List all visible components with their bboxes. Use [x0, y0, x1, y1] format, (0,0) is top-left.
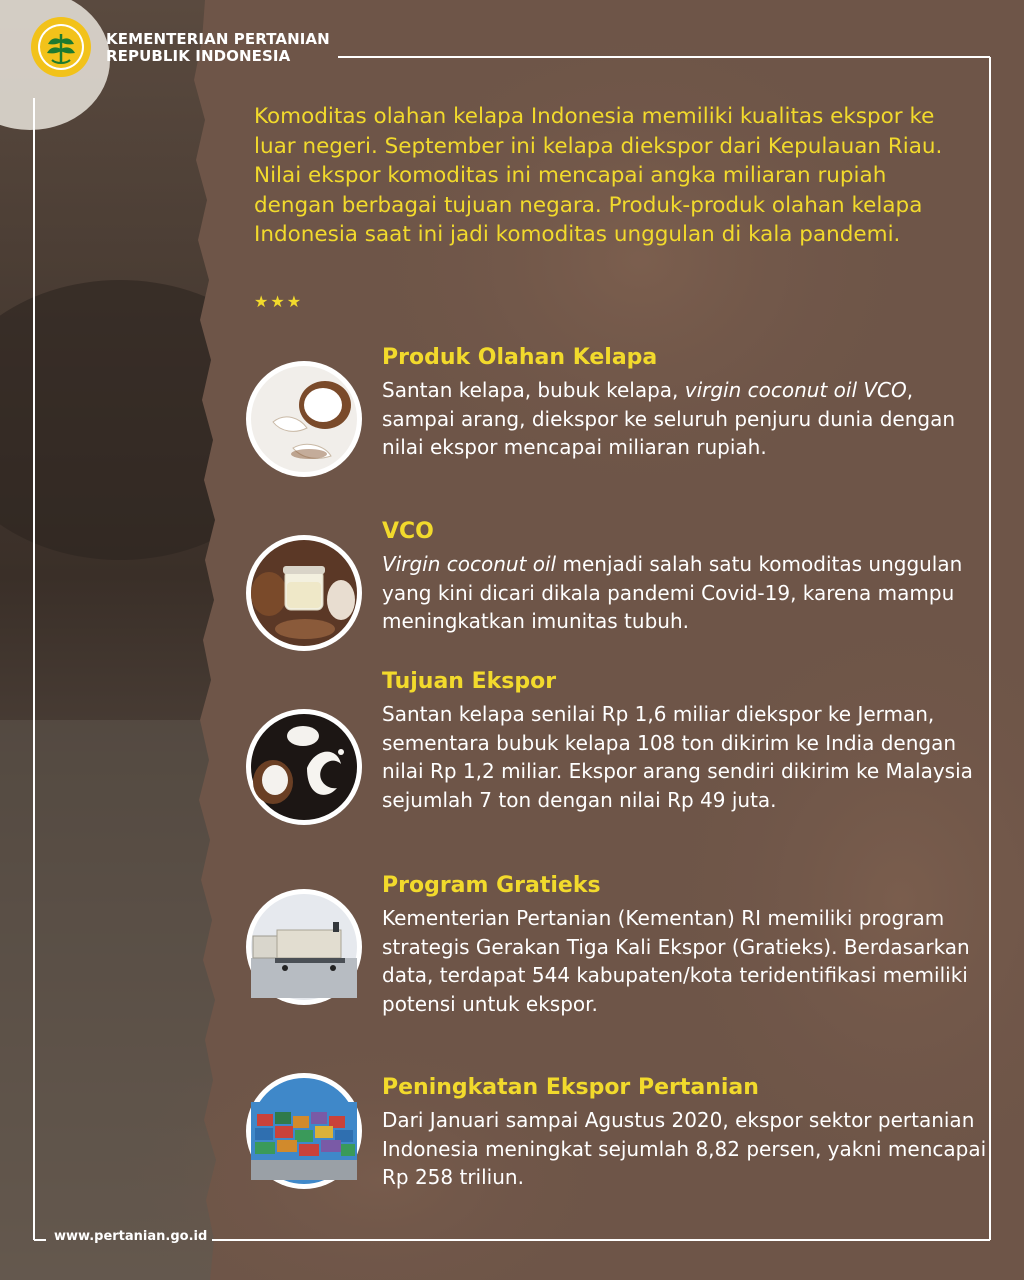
section-vco — [382, 518, 992, 636]
section-tujuan-ekspor — [382, 668, 992, 814]
section-body — [382, 550, 992, 636]
section-title: Produk Olahan Kelapa — [382, 345, 658, 370]
body-italic-text: Virgin coconut oil — [382, 552, 557, 576]
coconut-halves-photo — [245, 360, 363, 478]
section-title: VCO — [382, 519, 434, 544]
intro-paragraph: Komoditas olahan kelapa Indonesia memiliki kualitas ekspor ke luar negeri. September ini kelapa diekspor dari Kepulauan Riau. Nilai ekspor komoditas ini mencapai angka miliaran rupiah dengan berbagai tujuan negara. Produk-produk olahan kelapa Indonesia saat ini jadi komoditas unggulan di kala pandemi. — [254, 104, 943, 247]
air-cargo-photo — [245, 888, 363, 1006]
organization-name — [106, 31, 330, 65]
star-divider: ★★★ — [254, 292, 304, 311]
org-line-2: REPUBLIK INDONESIA — [106, 47, 291, 65]
section-peningkatan-ekspor-pertanian — [382, 1074, 992, 1192]
section-body: Santan kelapa senilai Rp 1,6 miliar diekspor ke Jerman, sementara bubuk kelapa 108 ton dikirim ke India dengan nilai Rp 1,2 miliar. Ekspor arang sendiri dikirim ke Malaysia sejumlah 7 ton dengan nilai Rp 49 juta. — [382, 702, 973, 812]
section-body: Kementerian Pertanian (Kementan) RI memiliki program strategis Gerakan Tiga Kali Ekspor (Gratieks). Berdasarkan data, terdapat 544 kabupaten/kota teridentifikasi memiliki potensi untuk ekspor. — [382, 906, 970, 1016]
body-text: , sampai arang, diekspor ke seluruh penjuru dunia dengan nilai ekspor mencapai miliaran rupiah. — [382, 378, 956, 459]
body-italic-text: virgin coconut oil VCO — [684, 378, 907, 402]
shipping-containers-photo — [245, 1072, 363, 1190]
section-title: Program Gratieks — [382, 873, 601, 898]
section-title: Tujuan Ekspor — [382, 669, 557, 694]
section-program-gratieks — [382, 872, 992, 1018]
coconut-milk-photo — [245, 708, 363, 826]
section-produk-olahan-kelapa — [382, 344, 992, 462]
website-url: www.pertanian.go.id — [54, 1229, 208, 1244]
org-line-1: KEMENTERIAN PERTANIAN — [106, 30, 330, 48]
body-text: Santan kelapa, bubuk kelapa, — [382, 378, 685, 402]
section-title: Peningkatan Ekspor Pertanian — [382, 1075, 759, 1100]
section-body: Dari Januari sampai Agustus 2020, ekspor sektor pertanian Indonesia meningkat sejumlah 8,82 persen, yakni mencapai Rp 258 triliun. — [382, 1108, 987, 1189]
section-body — [382, 376, 992, 462]
vco-jar-photo — [245, 534, 363, 652]
body-text: menjadi salah satu komoditas unggulan yang kini dicari dikala pandemi Covid-19, karena mampu meningkatkan imunitas tubuh. — [382, 552, 963, 633]
ministry-logo — [30, 16, 92, 78]
